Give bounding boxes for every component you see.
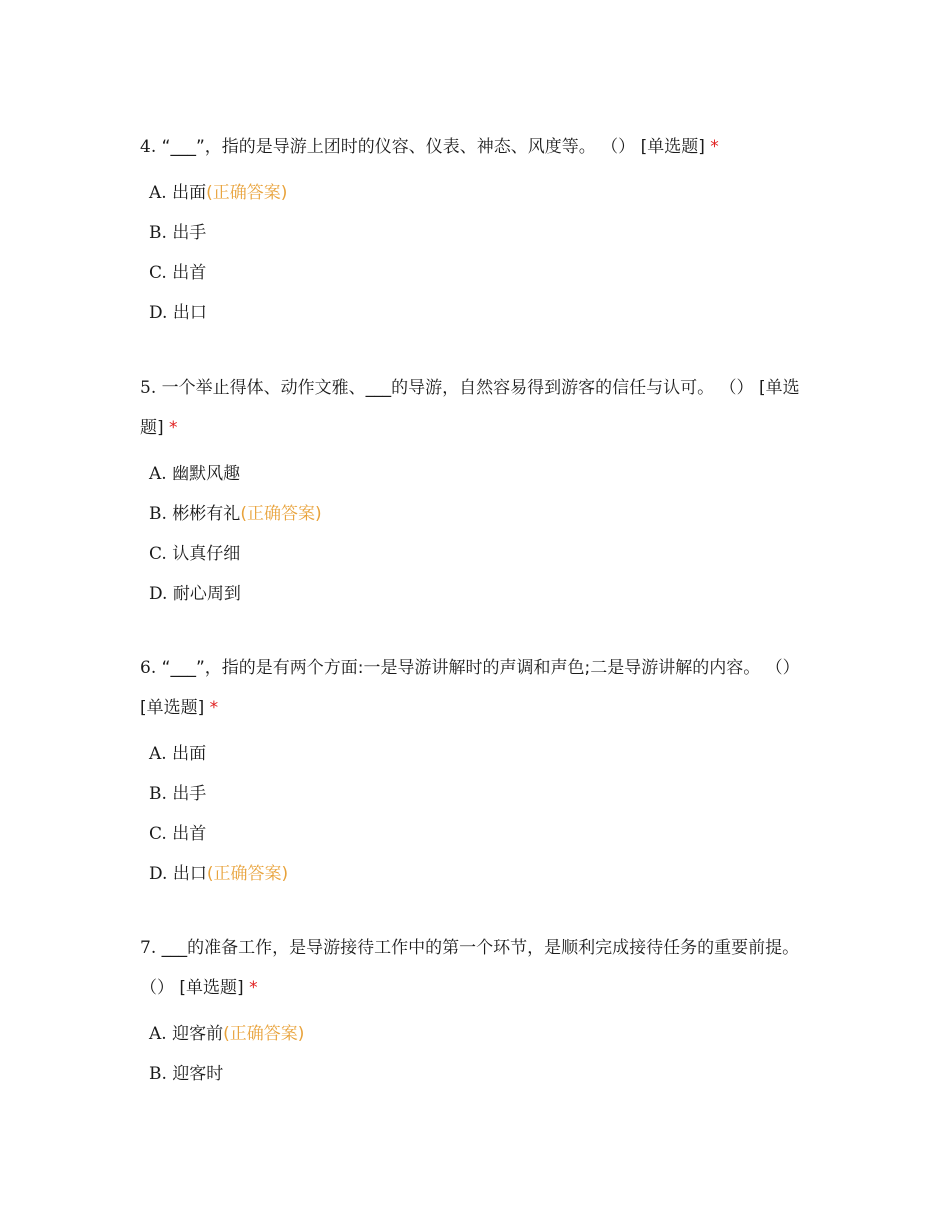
required-mark: * [249, 978, 258, 998]
option-b[interactable]: B. 出手 [149, 223, 207, 243]
required-mark: * [209, 698, 219, 718]
option-list [140, 454, 820, 614]
question-7 [140, 928, 820, 1094]
option-list [140, 1014, 820, 1094]
question-text: “___”，指的是有两个方面:一是导游讲解时的声调和声色;二是导游讲解的内容。 （） [161, 658, 800, 678]
option-text: 幽默风趣 [172, 464, 241, 484]
question-number: 4 [140, 137, 151, 157]
option-b[interactable]: B. 迎客时 [149, 1064, 224, 1084]
option-d[interactable]: D. 出口(正确答案) [149, 864, 289, 884]
option-text: 耐心周到 [172, 584, 241, 604]
option-letter: D [149, 584, 163, 604]
option-text: 出面 [172, 183, 207, 203]
question-number: 7 [140, 938, 151, 958]
correct-answer-label: (正确答案) [206, 183, 288, 203]
option-text: 出手 [172, 223, 207, 243]
question-type-label: [单选题] [640, 137, 705, 157]
option-text: 出首 [172, 263, 207, 283]
option-letter: B [149, 504, 162, 524]
option-letter: C [149, 544, 162, 564]
option-text: 出面 [172, 744, 207, 764]
question-type-label: [单选题] [140, 378, 800, 438]
question-5 [140, 368, 820, 614]
question-text: ___的准备工作，是导游接待工作中的第一个环节，是顺利完成接待任务的重要前提。 （） [140, 938, 800, 998]
question-title: 5. 一个举止得体、动作文雅、___的导游，自然容易得到游客的信任与认可。 （） [单选题] * [140, 378, 800, 438]
option-b[interactable]: B. 彬彬有礼(正确答案) [149, 504, 322, 524]
question-4 [140, 127, 820, 333]
option-letter: A [149, 744, 162, 764]
correct-answer-label: (正确答案) [223, 1024, 305, 1044]
option-list [140, 173, 820, 333]
option-letter: B [149, 784, 162, 804]
option-a[interactable]: A. 幽默风趣 [149, 464, 241, 484]
question-text: “___”，指的是导游上团时的仪容、仪表、神态、风度等。 （） [161, 137, 636, 157]
option-a[interactable]: A. 出面 [149, 744, 207, 764]
option-letter: D [149, 303, 163, 323]
option-letter: A [149, 464, 162, 484]
correct-answer-label: (正确答案) [240, 504, 322, 524]
question-type-label: [单选题] [179, 978, 244, 998]
question-number: 6 [140, 658, 151, 678]
option-letter: A [149, 1024, 162, 1044]
question-number: 5 [140, 378, 151, 398]
option-letter: B [149, 1064, 162, 1084]
option-d[interactable]: D. 出口 [149, 303, 207, 323]
option-letter: B [149, 223, 162, 243]
question-type-label: [单选题] [140, 698, 205, 718]
option-text: 出口 [172, 303, 207, 323]
option-text: 出首 [172, 824, 207, 844]
option-text: 出口 [172, 864, 207, 884]
correct-answer-label: (正确答案) [206, 864, 289, 884]
option-b[interactable]: B. 出手 [149, 784, 207, 804]
option-text: 迎客前 [172, 1024, 224, 1044]
option-text: 迎客时 [172, 1064, 224, 1084]
option-d[interactable]: D. 耐心周到 [149, 584, 241, 604]
question-title: 6. “___”，指的是有两个方面:一是导游讲解时的声调和声色;二是导游讲解的内容。 （） [单选题] * [140, 658, 800, 718]
question-title: 4. “___”，指的是导游上团时的仪容、仪表、神态、风度等。 （） [单选题] * [140, 137, 719, 157]
required-mark: * [169, 418, 178, 438]
option-letter: C [149, 824, 162, 844]
option-c[interactable]: C. 认真仔细 [149, 544, 241, 564]
option-text: 出手 [172, 784, 207, 804]
required-mark: * [710, 137, 719, 157]
option-letter: A [149, 183, 162, 203]
option-a[interactable]: A. 迎客前(正确答案) [149, 1024, 305, 1044]
option-list [140, 734, 820, 894]
option-text: 认真仔细 [172, 544, 241, 564]
option-c[interactable]: C. 出首 [149, 824, 207, 844]
option-text: 彬彬有礼 [172, 504, 241, 524]
option-c[interactable]: C. 出首 [149, 263, 207, 283]
question-title: 7. ___的准备工作，是导游接待工作中的第一个环节，是顺利完成接待任务的重要前提。 （） [单选题] * [140, 938, 800, 998]
option-letter: D [149, 864, 163, 884]
option-letter: C [149, 263, 162, 283]
option-a[interactable]: A. 出面(正确答案) [149, 183, 288, 203]
question-text: 一个举止得体、动作文雅、___的导游，自然容易得到游客的信任与认可。 （） [161, 378, 754, 398]
question-6 [140, 648, 820, 894]
